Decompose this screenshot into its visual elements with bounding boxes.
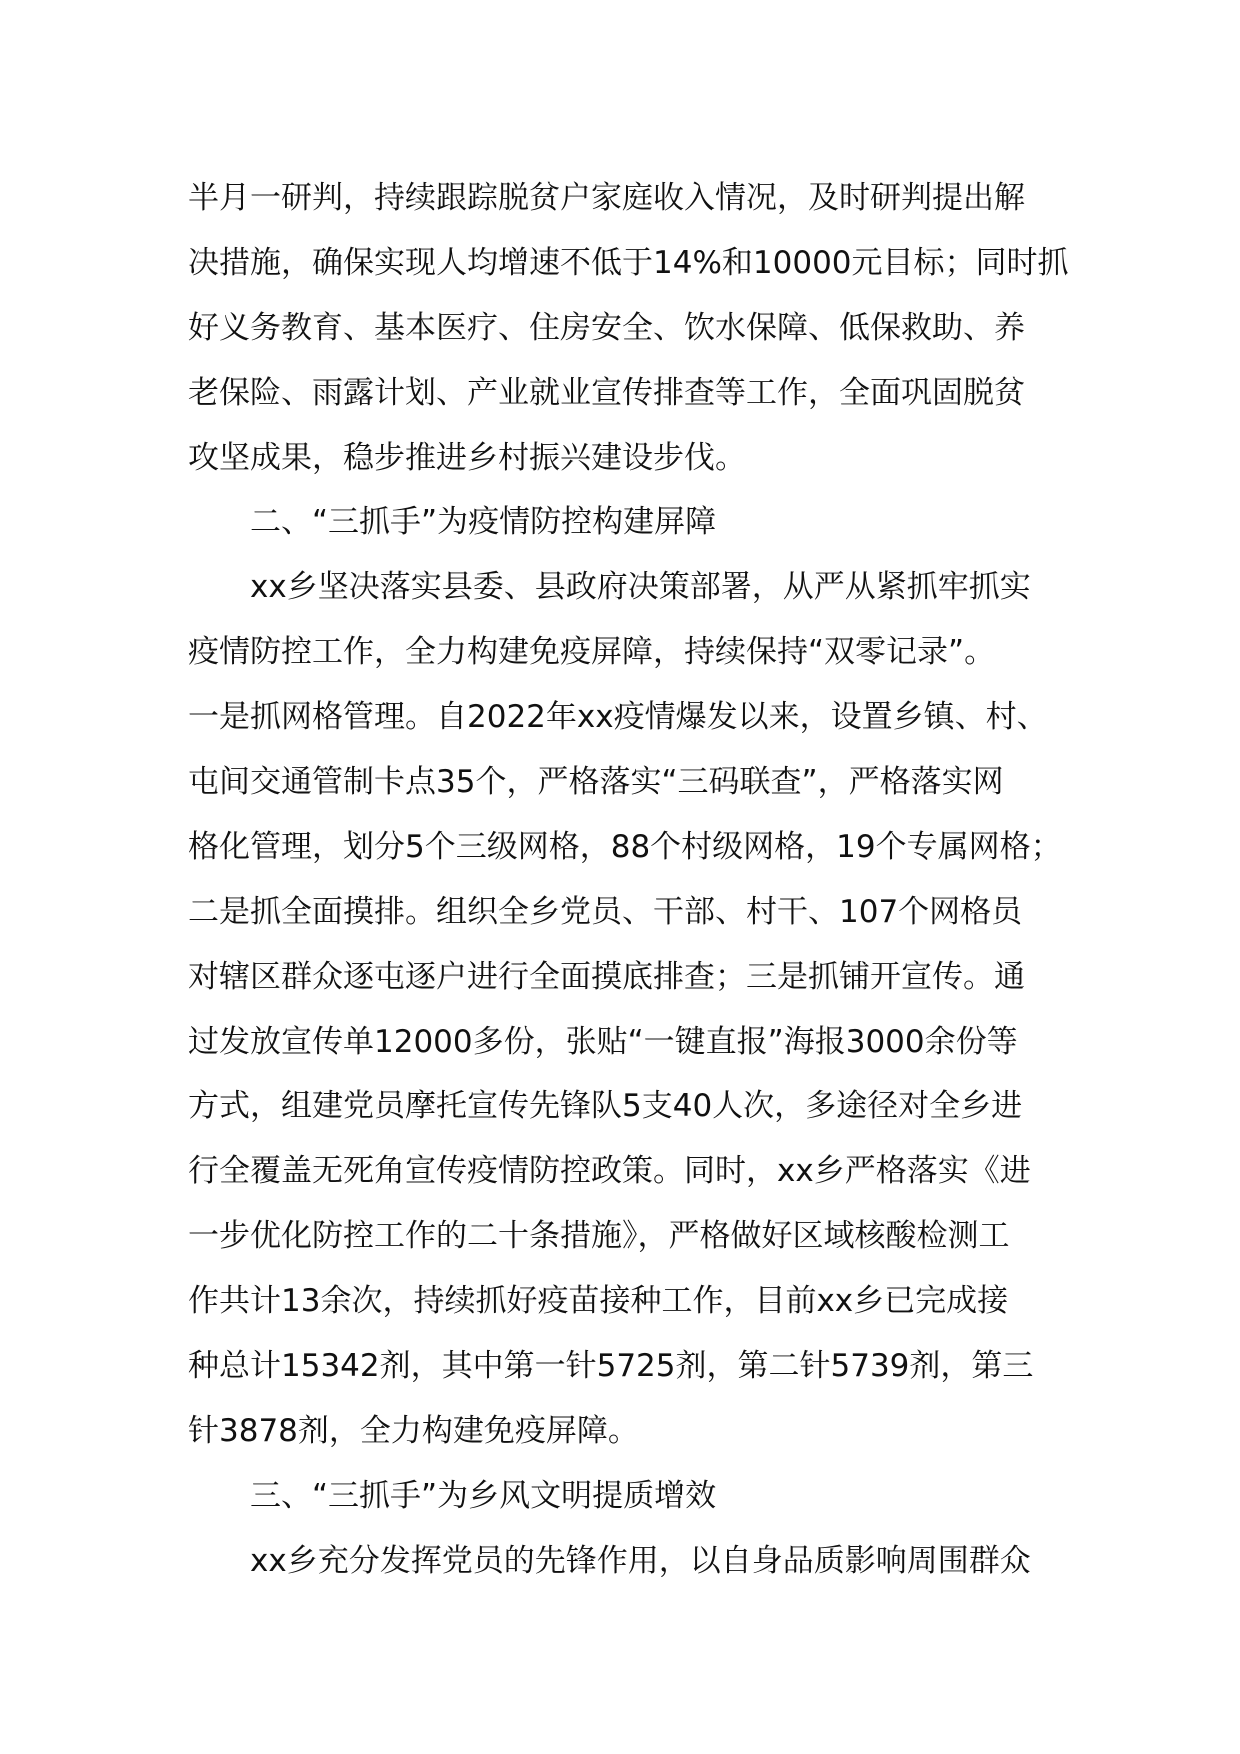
- text-line: 好义务教育、基本医疗、住房安全、饮水保障、低保救助、养: [188, 309, 1025, 346]
- text-line: 方式，组建党员摩托宣传先锋队5支40人次，多途径对全乡进: [188, 1088, 1023, 1125]
- text-line: 二是抓全面摸排。组织全乡党员、干部、村干、107个网格员: [188, 893, 1023, 930]
- section-heading: 二、“三抓手”为疫情防控构建屏障: [250, 504, 717, 541]
- text-line: 针3878剂，全力构建免疫屏障。: [188, 1412, 639, 1449]
- text-line: 疫情防控工作，全力构建免疫屏障，持续保持“双零记录”。: [188, 634, 996, 671]
- text-line: 屯间交通管制卡点35个，严格落实“三码联查”，严格落实网: [188, 764, 1004, 801]
- text-line: xx乡坚决落实县委、县政府决策部署，从严从紧抓牢抓实: [250, 569, 1031, 606]
- text-line: 作共计13余次，持续抓好疫苗接种工作，目前xx乡已完成接: [188, 1283, 1009, 1320]
- body-text: [188, 166, 1092, 1594]
- text-line: 决措施，确保实现人均增速不低于14%和10000元目标；同时抓: [188, 244, 1069, 281]
- text-line: 老保险、雨露计划、产业就业宣传排查等工作，全面巩固脱贫: [188, 374, 1025, 411]
- text-line: 行全覆盖无死角宣传疫情防控政策。同时，xx乡严格落实《进: [188, 1153, 1031, 1190]
- text-line: 一是抓网格管理。自2022年xx疫情爆发以来，设置乡镇、村、: [188, 699, 1048, 736]
- text-line: 一步优化防控工作的二十条措施》，严格做好区域核酸检测工: [188, 1218, 1010, 1255]
- section-heading: 三、“三抓手”为乡风文明提质增效: [250, 1477, 717, 1514]
- text-line: 种总计15342剂，其中第一针5725剂，第二针5739剂，第三: [188, 1348, 1034, 1385]
- text-line: xx乡充分发挥党员的先锋作用，以自身品质影响周围群众: [250, 1542, 1031, 1579]
- text-line: 对辖区群众逐屯逐户进行全面摸底排查；三是抓铺开宣传。通: [188, 958, 1025, 995]
- text-line: 格化管理，划分5个三级网格，88个村级网格，19个专属网格；: [188, 828, 1062, 865]
- text-line: 过发放宣传单12000多份，张贴“一键直报”海报3000余份等: [188, 1023, 1018, 1060]
- text-line: 半月一研判，持续跟踪脱贫户家庭收入情况，及时研判提出解: [188, 180, 1025, 216]
- text-line: 攻坚成果，稳步推进乡村振兴建设步伐。: [188, 439, 746, 476]
